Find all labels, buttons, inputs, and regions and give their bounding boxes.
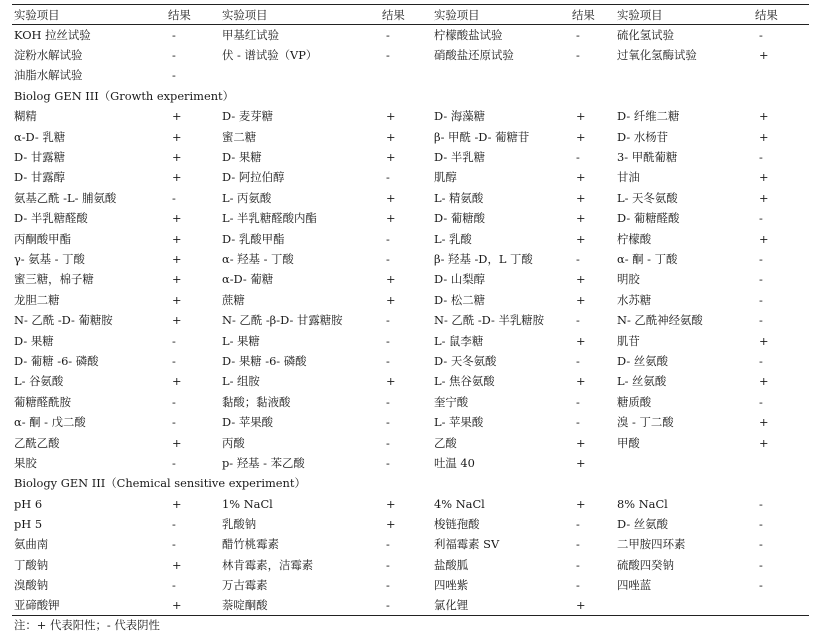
test-item-cell: 亚碲酸钾 [12, 595, 166, 615]
result-cell: - [576, 557, 580, 572]
table-row [12, 269, 809, 289]
test-item-cell [615, 453, 753, 473]
test-item-cell: L- 谷氨酸 [14, 374, 64, 389]
result-cell: + [386, 129, 396, 144]
test-item-cell: 丙酸 [222, 435, 245, 450]
result-cell: - [759, 496, 763, 511]
result-cell: + [386, 496, 396, 511]
test-item-cell: 丙酮酸甲酯 [14, 231, 71, 246]
result-cell: + [172, 313, 182, 328]
result-cell: + [576, 272, 586, 287]
test-item-cell: L- 丝氨酸 [617, 374, 667, 389]
result-cell: - [576, 313, 580, 328]
result-cell: - [172, 517, 176, 532]
result-cell: - [576, 415, 580, 430]
header-cell: 实验项目 [220, 5, 380, 25]
result-cell: + [166, 595, 220, 615]
table-row [12, 45, 809, 65]
table-row [12, 126, 809, 146]
result-cell: + [576, 292, 586, 307]
table-footnote: 注：+ 代表阳性；- 代表阴性 [14, 618, 160, 632]
test-item-cell: α-D- 葡糖 [222, 272, 274, 287]
table-row [12, 25, 809, 45]
test-item-cell: L- 天冬氨酸 [617, 190, 678, 205]
result-cell: - [172, 48, 176, 63]
result-cell: + [576, 211, 586, 226]
result-cell: - [172, 333, 176, 348]
result-cell: - [386, 537, 390, 552]
test-item-cell: α-D- 乳糖 [14, 129, 66, 144]
test-item-cell: D- 葡糖酸 [434, 211, 485, 226]
test-item-cell: D- 麦芽糖 [222, 109, 273, 124]
result-cell: - [172, 394, 176, 409]
result-cell: - [759, 211, 763, 226]
table-row [12, 432, 809, 452]
section-title: Biolog GEN III（Growth experiment） [14, 88, 234, 103]
test-item-cell: D- 丝氨酸 [617, 353, 668, 368]
test-item-cell: L- 乳酸 [434, 231, 472, 246]
test-item-cell [432, 65, 570, 85]
result-cell: + [172, 435, 182, 450]
result-cell: + [172, 150, 182, 165]
test-item-cell: 过氧化氢酶试验 [617, 48, 697, 63]
test-item-cell: D- 苹果酸 [222, 415, 273, 430]
table-row [12, 290, 809, 310]
table-row [12, 392, 809, 412]
result-cell: - [576, 150, 580, 165]
test-item-cell: γ- 氨基 - 丁酸 [14, 251, 85, 266]
test-item-cell: 葡糖醛酰胺 [14, 394, 71, 409]
test-item-cell: 黏酸；黏液酸 [222, 394, 291, 409]
header-cell: 结果 [570, 5, 615, 25]
result-cell: - [759, 353, 763, 368]
test-item-cell: L- 半乳糖醛酸内酯 [222, 211, 317, 226]
table-row [12, 106, 809, 126]
result-cell: + [759, 415, 769, 430]
result-cell: - [386, 353, 390, 368]
test-item-cell: 3- 甲酰葡糖 [617, 150, 678, 165]
test-item-cell: D- 乳酸甲酯 [222, 231, 285, 246]
result-cell: + [570, 595, 615, 615]
result-cell: + [386, 272, 396, 287]
test-item-cell: D- 葡糖醛酸 [617, 211, 680, 226]
test-item-cell: 肌醇 [434, 170, 457, 185]
test-item-cell: D- 甘露醇 [14, 170, 65, 185]
test-item-cell: 蔗糖 [222, 292, 245, 307]
results-table [12, 4, 809, 616]
test-item-cell: 盐酸胍 [434, 557, 469, 572]
test-item-cell: 二甲胺四环素 [617, 537, 686, 552]
table-row [12, 249, 809, 269]
test-item-cell: D- 果糖 [14, 333, 54, 348]
test-item-cell: N- 乙酰 -β-D- 甘露糖胺 [222, 313, 343, 328]
result-cell: + [172, 292, 182, 307]
test-item-cell: 淀粉水解试验 [14, 48, 83, 63]
result-cell [753, 595, 809, 615]
result-cell: - [576, 48, 580, 63]
result-cell: - [759, 150, 763, 165]
test-item-cell: 利福霉素 SV [434, 537, 500, 552]
test-item-cell: 明胶 [617, 272, 640, 287]
test-item-cell: 万古霉素 [222, 578, 268, 593]
section-header-row [12, 86, 809, 106]
result-cell: - [172, 27, 176, 42]
test-item-cell: 肌苷 [617, 333, 640, 348]
table-body [12, 25, 809, 616]
test-item-cell: 奎宁酸 [434, 394, 469, 409]
test-item-cell: β- 羟基 -D，L 丁酸 [434, 251, 533, 266]
test-item-cell: 梭链孢酸 [434, 517, 480, 532]
test-item-cell: α- 羟基 - 丁酸 [222, 251, 294, 266]
result-cell: + [576, 455, 586, 470]
test-item-cell: 8% NaCl [617, 496, 668, 511]
test-item-cell: L- 苹果酸 [434, 415, 484, 430]
result-cell: - [172, 190, 176, 205]
test-item-cell: N- 乙酰神经氨酸 [617, 313, 703, 328]
result-cell: + [759, 333, 769, 348]
table-row [12, 208, 809, 228]
result-cell: + [172, 231, 182, 246]
result-cell: + [172, 170, 182, 185]
result-cell: - [386, 435, 390, 450]
test-item-cell: D- 丝氨酸 [617, 517, 668, 532]
test-item-cell [615, 65, 753, 85]
result-cell: - [386, 251, 390, 266]
result-cell [753, 65, 809, 85]
test-item-cell: 乳酸钠 [222, 517, 257, 532]
header-cell: 结果 [166, 5, 220, 25]
test-item-cell: pH 6 [14, 496, 43, 511]
table-row [12, 351, 809, 371]
result-cell [753, 453, 809, 473]
test-item-cell: 四唑蓝 [617, 578, 652, 593]
header-cell: 实验项目 [615, 5, 753, 25]
result-cell: - [380, 595, 432, 615]
test-item-cell: N- 乙酰 -D- 葡糖胺 [14, 313, 113, 328]
table-row [12, 228, 809, 248]
result-cell: - [576, 537, 580, 552]
test-item-cell: 4% NaCl [434, 496, 485, 511]
header-cell: 实验项目 [12, 5, 166, 25]
test-item-cell: 硫酸四癸钠 [617, 557, 674, 572]
test-item-cell: 溴 - 丁二酸 [617, 415, 674, 430]
test-item-cell: L- 鼠李糖 [434, 333, 484, 348]
test-item-cell: D- 纤维二糖 [617, 109, 680, 124]
result-cell: - [172, 537, 176, 552]
test-item-cell: L- 焦谷氨酸 [434, 374, 495, 389]
test-item-cell: pH 5 [14, 517, 43, 532]
test-item-cell: 果胶 [14, 455, 37, 470]
result-cell: + [172, 251, 182, 266]
table-row [12, 412, 809, 432]
results-table-container [12, 4, 809, 616]
test-item-cell: 硝酸盐还原试验 [434, 48, 514, 63]
result-cell: + [386, 374, 396, 389]
result-cell: + [172, 374, 182, 389]
result-cell: - [386, 48, 390, 63]
result-cell: - [576, 251, 580, 266]
test-item-cell: 硫化氢试验 [617, 27, 674, 42]
result-cell: + [576, 496, 586, 511]
test-item-cell: α- 酮 - 丁酸 [617, 251, 678, 266]
result-cell: - [576, 578, 580, 593]
test-item-cell: N- 乙酰 -D- 半乳糖胺 [434, 313, 545, 328]
section-header-row [12, 473, 809, 493]
test-item-cell: L- 果糖 [222, 333, 260, 348]
header-cell: 结果 [753, 5, 809, 25]
result-cell: - [172, 455, 176, 470]
result-cell: - [386, 170, 390, 185]
table-row [12, 167, 809, 187]
result-cell: + [759, 435, 769, 450]
test-item-cell: D- 山梨醇 [434, 272, 485, 287]
test-item-cell: p- 羟基 - 苯乙酸 [222, 455, 305, 470]
result-cell: + [386, 517, 396, 532]
result-cell: + [576, 374, 586, 389]
test-item-cell: 萘啶酮酸 [220, 595, 380, 615]
result-cell: - [386, 333, 390, 348]
test-item-cell: 1% NaCl [222, 496, 273, 511]
test-item-cell: 丁酸钠 [14, 557, 49, 572]
result-cell: - [386, 415, 390, 430]
table-row [12, 147, 809, 167]
result-cell: - [386, 455, 390, 470]
result-cell: + [172, 496, 182, 511]
test-item-cell: 水苏糖 [617, 292, 652, 307]
table-row [12, 453, 809, 473]
result-cell: - [576, 353, 580, 368]
test-item-cell [615, 595, 753, 615]
result-cell [380, 65, 432, 85]
test-item-cell: KOH 拉丝试验 [14, 27, 91, 42]
test-item-cell: 甲酸 [617, 435, 640, 450]
test-item-cell: 糊精 [14, 109, 37, 124]
result-cell: - [759, 27, 763, 42]
result-cell: + [759, 48, 769, 63]
test-item-cell: α- 酮 - 戊二酸 [14, 415, 86, 430]
result-cell: + [172, 129, 182, 144]
test-item-cell: 甘油 [617, 170, 640, 185]
table-row [12, 595, 809, 615]
test-item-cell: D- 甘露糖 [14, 150, 65, 165]
test-item-cell: D- 阿拉伯醇 [222, 170, 285, 185]
result-cell: + [576, 129, 586, 144]
test-item-cell: 油脂水解试验 [14, 68, 83, 83]
test-item-cell: 林肯霉素，洁霉素 [222, 557, 314, 572]
result-cell: - [759, 557, 763, 572]
result-cell: + [576, 435, 586, 450]
result-cell: + [386, 150, 396, 165]
result-cell: + [759, 190, 769, 205]
result-cell [570, 65, 615, 85]
test-item-cell: 柠檬酸盐试验 [434, 27, 503, 42]
result-cell: + [576, 231, 586, 246]
test-item-cell: L- 精氨酸 [434, 190, 484, 205]
result-cell: - [172, 68, 176, 83]
result-cell: + [172, 272, 182, 287]
result-cell: - [386, 27, 390, 42]
result-cell: + [759, 170, 769, 185]
result-cell: + [576, 190, 586, 205]
test-item-cell: 蜜二糖 [222, 129, 257, 144]
test-item-cell: D- 松二糖 [434, 292, 485, 307]
result-cell: - [576, 27, 580, 42]
test-item-cell: D- 半乳糖醛酸 [14, 211, 88, 226]
table-row [12, 534, 809, 554]
result-cell: + [386, 292, 396, 307]
table-row [12, 188, 809, 208]
test-item-cell: L- 组胺 [222, 374, 260, 389]
result-cell: - [759, 272, 763, 287]
table-row [12, 65, 809, 85]
test-item-cell: D- 天冬氨酸 [434, 353, 497, 368]
result-cell: + [576, 170, 586, 185]
result-cell: + [759, 231, 769, 246]
test-item-cell: 氨基乙酰 -L- 脯氨酸 [14, 190, 117, 205]
result-cell: - [759, 578, 763, 593]
result-cell: - [576, 394, 580, 409]
result-cell: - [759, 537, 763, 552]
result-cell: + [759, 109, 769, 124]
result-cell: + [759, 129, 769, 144]
result-cell: + [576, 333, 586, 348]
test-item-cell: 伏 - 谱试验（VP） [222, 48, 318, 63]
test-item-cell: 乙酰乙酸 [14, 435, 60, 450]
result-cell: + [576, 109, 586, 124]
test-item-cell: D- 海藻糖 [434, 109, 485, 124]
table-row [12, 514, 809, 534]
test-item-cell: L- 丙氨酸 [222, 190, 272, 205]
result-cell: + [386, 211, 396, 226]
test-item-cell: D- 半乳糖 [434, 150, 485, 165]
table-header-row [12, 5, 809, 25]
result-cell: - [172, 578, 176, 593]
table-row [12, 493, 809, 513]
result-cell: - [576, 517, 580, 532]
table-row [12, 371, 809, 391]
table-row [12, 555, 809, 575]
result-cell: - [759, 251, 763, 266]
result-cell: - [386, 394, 390, 409]
test-item-cell [220, 65, 380, 85]
result-cell: - [759, 292, 763, 307]
test-item-cell: D- 果糖 -6- 磷酸 [222, 353, 307, 368]
table-row [12, 575, 809, 595]
header-cell: 实验项目 [432, 5, 570, 25]
result-cell: - [172, 415, 176, 430]
result-cell: + [172, 211, 182, 226]
section-title: Biology GEN III（Chemical sensitive experiment） [14, 476, 306, 491]
test-item-cell: β- 甲酰 -D- 葡糖苷 [434, 129, 530, 144]
result-cell: + [172, 109, 182, 124]
test-item-cell: D- 果糖 [222, 150, 262, 165]
result-cell: - [172, 353, 176, 368]
test-item-cell: 吐温 40 [434, 455, 475, 470]
table-row [12, 310, 809, 330]
test-item-cell: 甲基红试验 [222, 27, 279, 42]
result-cell: + [386, 109, 396, 124]
test-item-cell: 糖质酸 [617, 394, 652, 409]
test-item-cell: 四唑紫 [434, 578, 469, 593]
test-item-cell: D- 水杨苷 [617, 129, 668, 144]
result-cell: - [386, 313, 390, 328]
test-item-cell: 醋竹桃霉素 [222, 537, 279, 552]
test-item-cell: 龙胆二糖 [14, 292, 60, 307]
header-cell: 结果 [380, 5, 432, 25]
test-item-cell: 蜜三糖，棉子糖 [14, 272, 94, 287]
result-cell: - [386, 578, 390, 593]
table-row [12, 330, 809, 350]
result-cell: - [386, 231, 390, 246]
test-item-cell: D- 葡糖 -6- 磷酸 [14, 353, 99, 368]
test-item-cell: 氯化锂 [432, 595, 570, 615]
result-cell: + [759, 374, 769, 389]
test-item-cell: 柠檬酸 [617, 231, 652, 246]
result-cell: - [759, 394, 763, 409]
result-cell: + [172, 557, 182, 572]
test-item-cell: 乙酸 [434, 435, 457, 450]
result-cell: + [386, 190, 396, 205]
result-cell: - [759, 313, 763, 328]
result-cell: - [386, 557, 390, 572]
test-item-cell: 溴酸钠 [14, 578, 49, 593]
test-item-cell: 氨曲南 [14, 537, 49, 552]
result-cell: - [759, 517, 763, 532]
